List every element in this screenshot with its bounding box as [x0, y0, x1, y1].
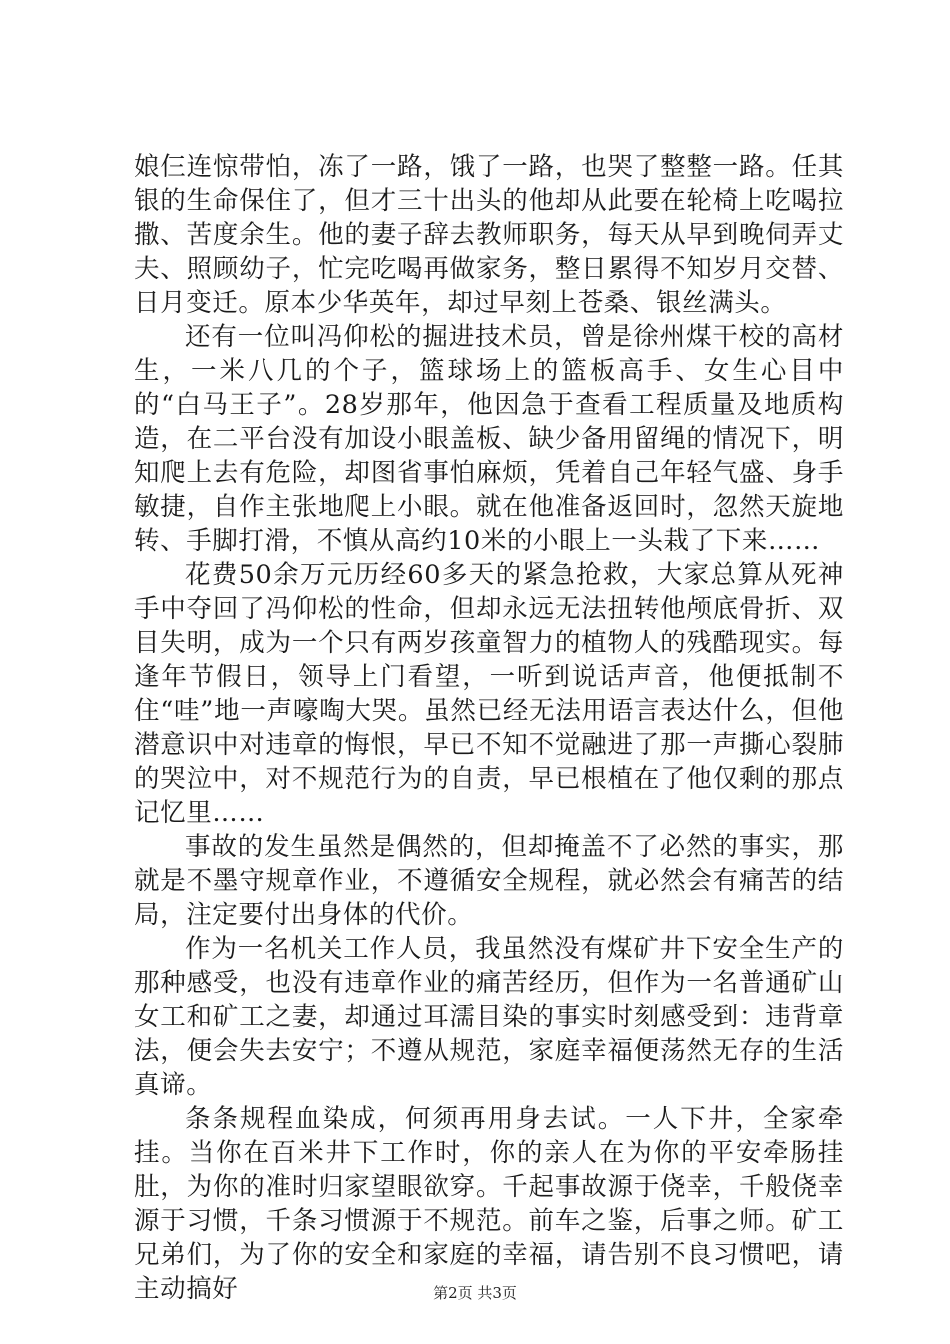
page-number-footer: 第2页 共3页	[433, 1284, 517, 1302]
paragraph: 作为一名机关工作人员，我虽然没有煤矿井下安全生产的那种感受，也没有违章作业的痛苦经历，但作为一名普通矿山女工和矿工之妻，却通过耳濡目染的事实时刻感受到：违背章法，便会失去安宁；不遵从规范，家庭幸福便荡然无存的生活真谛。	[134, 934, 844, 1100]
paragraph: 花费50余万元历经60多天的紧急抢救，大家总算从死神手中夺回了冯仰松的性命，但却永远无法扭转他颅底骨折、双目失明，成为一个只有两岁孩童智力的植物人的残酷现实。每逢年节假日，领导上门看望，一听到说话声音，他便抵制不住“哇”地一声嚎啕大哭。虽然已经无法用语言表达什么，但他潜意识中对违章的悔恨，早已不知不觉融进了那一声撕心裂肺的哭泣中，对不规范行为的自责，早已根植在了他仅剩的那点记忆里……	[134, 560, 844, 828]
paragraph: 事故的发生虽然是偶然的，但却掩盖不了必然的事实，那就是不墨守规章作业，不遵循安全规程，就必然会有痛苦的结局，注定要付出身体的代价。	[134, 832, 844, 930]
paragraph: 还有一位叫冯仰松的掘进技术员，曾是徐州煤干校的高材生，一米八几的个子，篮球场上的篮板高手、女生心目中的“白马王子”。28岁那年，他因急于查看工程质量及地质构造，在二平台没有加设小眼盖板、缺少备用留绳的情况下，明知爬上去有危险，却图省事怕麻烦，凭着自己年轻气盛、身手敏捷，自作主张地爬上小眼。就在他准备返回时，忽然天旋地转、手脚打滑，不慎从高约10米的小眼上一头栽了下来……	[134, 322, 844, 556]
paragraph-continued: 娘仨连惊带怕，冻了一路，饿了一路，也哭了整整一路。任其银的生命保住了，但才三十出头的他却从此要在轮椅上吃喝拉撒、苦度余生。他的妻子辞去教师职务，每天从早到晚伺弄丈夫、照顾幼子，忙完吃喝再做家务，整日累得不知岁月交替、日月变迁。原本少华英年，却过早刻上苍桑、银丝满头。	[134, 152, 844, 318]
paragraph: 条条规程血染成，何须再用身去试。一人下井，全家牵挂。当你在百米井下工作时，你的亲人在为你的平安牵肠挂肚，为你的准时归家望眼欲穿。千起事故源于侥幸，千般侥幸源于习惯，千条习惯源于不规范。前车之鉴，后事之师。矿工兄弟们，为了你的安全和家庭的幸福，请告别不良习惯吧，请主动搞好	[134, 1104, 844, 1304]
document-body	[134, 150, 844, 1306]
